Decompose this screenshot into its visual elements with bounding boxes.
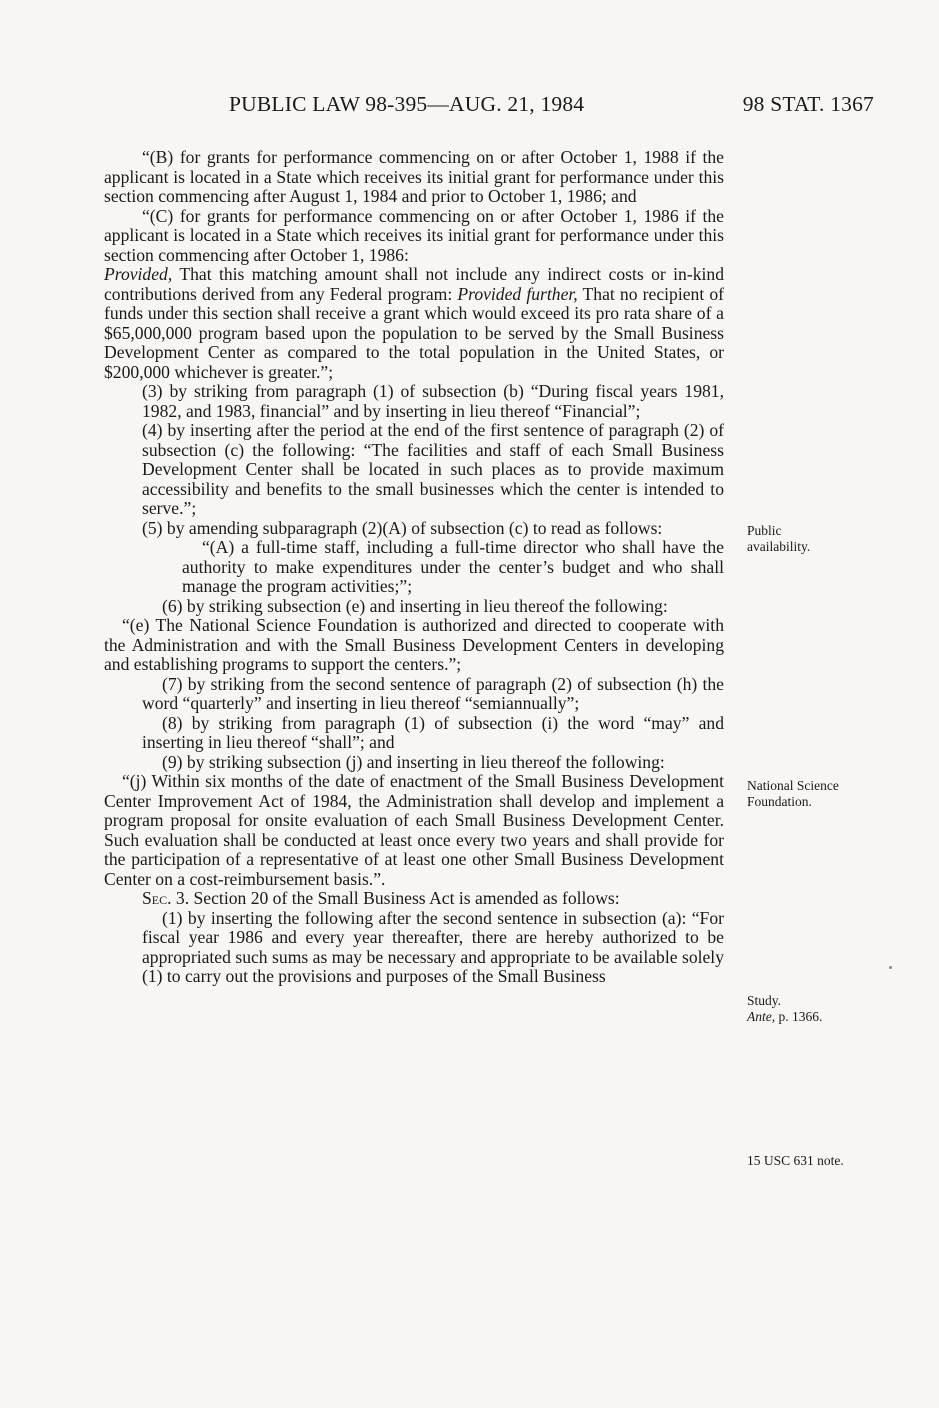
margin-note-nsf [747, 778, 927, 810]
amendment-4: (4) by inserting after the period at the end of the first sentence of paragraph (2) of subsection (c) the following: “The facilities and staff of each Small Business Development Center shall be located in such places as to provide maximum accessibility and benefits to the small businesses which the center is intended to serve.”; [142, 420, 724, 518]
proviso-paragraph [104, 265, 724, 382]
provided-further-label: Provided further, [457, 283, 578, 304]
margin-note-usc [747, 1153, 927, 1169]
margin-note-public-availability [747, 523, 927, 555]
provided-label: Provided, [104, 264, 173, 284]
subsection-e: “(e) The National Science Foundation is authorized and directed to cooperate with the Administration and with the Small Business Development Centers in developing and establishing programs to support the centers.”; [104, 615, 724, 674]
section-number: Sec. 3. [142, 888, 190, 908]
paragraph-c: “(C) for grants for performance commencing on or after October 1, 1986 if the applicant is located in a State which receives its initial grant for performance under this section commencing after October 1, 1986: [104, 205, 724, 265]
amendment-9: (9) by striking subsection (j) and inserting in lieu thereof the following: [162, 751, 665, 772]
margin-note-line [747, 1009, 927, 1025]
margin-note-line: Foundation. [747, 794, 812, 809]
margin-note-line: availability. [747, 539, 811, 554]
subsection-j: “(j) Within six months of the date of enactment of the Small Business Development Center Improvement Act of 1984, the Administration shall develop and implement a program proposal for onsite evaluation of each Small Business Development Center. Such evaluation shall be conducted at least once every two years and shall provide for the participation of a representative of at least one other Small Business Development Center on a cost-reimbursement basis.”. [104, 771, 724, 889]
section-3-amendment-1: (1) by inserting the following after the second sentence in subsection (a): “For fiscal year 1986 and every year thereafter, there are hereby authorized to be appropriated such sums as may be necessary and appropriate to be available solely (1) to carry out the provisions and purposes of the Small Business [142, 907, 724, 986]
scan-speck [889, 966, 892, 969]
proviso-text-b: That no recipient of funds under this section shall receive a grant which would exceed its pro rata share of a $65,000,000 program based upon the population to be served by the Small Business Development Center as compared to the total population in the United States, or $200,000 whichever is greater.”; [104, 283, 725, 382]
header-statute-page: 98 STAT. 1367 [742, 92, 874, 116]
margin-note-study [747, 993, 927, 1025]
amendment-6: (6) by striking subsection (e) and inserting in lieu thereof the following: [162, 595, 668, 616]
paragraph-b: “(B) for grants for performance commencing on or after October 1, 1988 if the applicant is located in a State which receives its initial grant for performance under this section commencing after August 1, 1984 and prior to October 1, 1986; and [104, 147, 724, 206]
amendment-3: (3) by striking from paragraph (1) of subsection (b) “During fiscal years 1981, 1982, and 1983, financial” and by inserting in lieu thereof “Financial”; [142, 381, 724, 421]
margin-note-line: 15 USC 631 note. [747, 1153, 844, 1168]
section-3-text: Section 20 of the Small Business Act is amended as follows: [189, 888, 620, 908]
margin-note-line: Study. [747, 993, 782, 1008]
subparagraph-a: “(A) a full-time staff, including a full-time director who shall have the authority to make expenditures under the center’s budget and who shall manage the program activities;”; [182, 537, 724, 596]
amendment-8: (8) by striking from paragraph (1) of subsection (i) the word “may” and inserting in lieu thereof “shall”; and [142, 712, 724, 752]
margin-note-line: National Science [747, 778, 839, 793]
margin-note-line: Public [747, 523, 782, 538]
page-header [104, 92, 874, 122]
body-text [104, 148, 724, 987]
ante-page: p. 1366. [775, 1009, 823, 1024]
amendment-5: (5) by amending subparagraph (2)(A) of subsection (c) to read as follows: [142, 517, 663, 538]
section-3 [104, 889, 724, 909]
header-title: PUBLIC LAW 98-395—AUG. 21, 1984 [229, 92, 585, 116]
proviso-text-a: That this matching amount shall not include any indirect costs or in-kind contributions derived from any Federal program: [104, 264, 724, 304]
ante-label: Ante, [747, 1009, 776, 1024]
amendment-7: (7) by striking from the second sentence of paragraph (2) of subsection (h) the word “quarterly” and inserting in lieu thereof “semiannually”; [142, 673, 724, 713]
